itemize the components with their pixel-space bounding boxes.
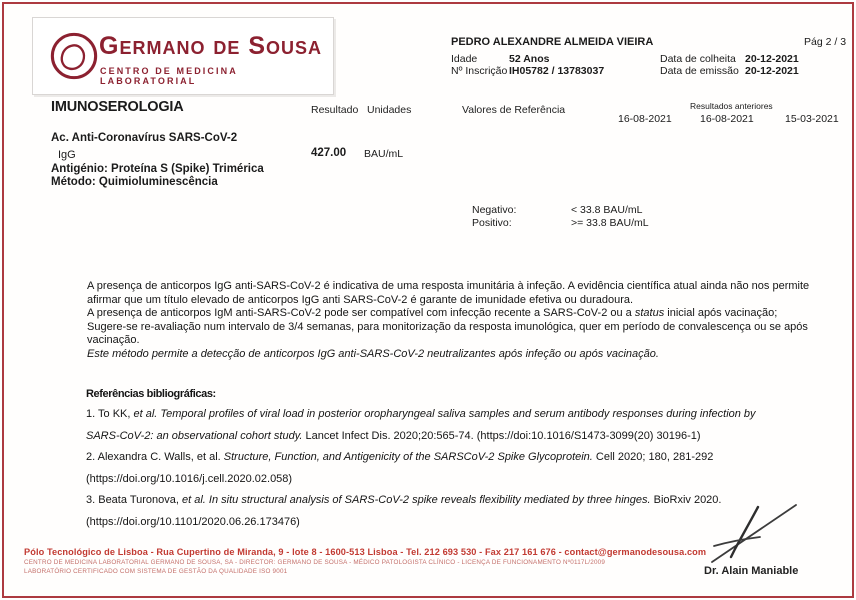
- column-valores-referencia: Valores de Referência: [462, 104, 566, 116]
- reference-authors: 2. Alexandra C. Walls, et al.: [86, 451, 224, 463]
- interpretation-text: A presença de anticorpos IgM anti-SARS-CoV-2 pode ser compatível com infecção recente a SARS-CoV-2 ou a: [87, 307, 635, 320]
- footer-address-line: Pólo Tecnológico de Lisboa - Rua Cupertino de Miranda, 9 - lote 8 - 1600-513 Lisboa - Tel. 212 693 530 - Fax 217 161 676 - contact@germanodesousa.com: [24, 547, 707, 557]
- reference-item: [86, 447, 790, 490]
- lab-subtitle: CENTRO DE MEDICINA LABORATORIAL: [100, 66, 238, 86]
- lab-report-page: [2, 2, 854, 598]
- doctor-signature-icon: [698, 502, 802, 566]
- column-resultados-anteriores: Resultados anteriores: [690, 101, 773, 111]
- interpretation-block: [87, 280, 815, 362]
- previous-date: 16-08-2021: [700, 113, 754, 125]
- references-title: Referências bibliográficas:: [86, 388, 216, 400]
- negativo-label: Negativo:: [472, 204, 517, 216]
- page-indicator: Pág 2 / 3: [804, 36, 847, 48]
- interpretation-paragraph: Sugere-se re-avaliação num intervalo de 3/4 semanas, para monitorização da resposta imunológica, quer em período de convalescença ou se após vacinação.: [87, 320, 808, 347]
- interpretation-italic-term: status: [634, 307, 665, 320]
- method-line: Método: Quimioluminescência: [51, 176, 218, 188]
- result-unit: BAU/mL: [364, 148, 404, 160]
- idade-value: 52 Anos: [509, 53, 550, 65]
- reference-title: Structure, Function, and Antigenicity of the SARSCoV-2 Spike Glycoprotein.: [223, 451, 593, 463]
- patient-name: PEDRO ALEXANDRE ALMEIDA VIEIRA: [451, 36, 654, 48]
- reference-title: et al. In situ structural analysis of SARS-CoV-2 spike reveals flexibility mediated by three hinges.: [182, 494, 651, 506]
- doctor-name: Dr. Alain Maniable: [704, 565, 799, 577]
- lab-logo: [32, 17, 334, 95]
- reference-source: Cell 2020; 180, 281-292 (https://doi.org/10.1016/j.cell.2020.02.058): [86, 451, 714, 485]
- reference-authors: 1. To KK,: [86, 408, 134, 420]
- negativo-value: < 33.8 BAU/mL: [571, 204, 643, 216]
- column-unidades: Unidades: [367, 104, 412, 116]
- colheita-label: Data de colheita: [660, 53, 736, 65]
- result-value: 427.00: [311, 147, 347, 159]
- analyte-label: IgG: [58, 149, 76, 161]
- reference-title: et al. Temporal profiles of viral load in posterior oropharyngeal saliva samples and serum antibody responses during infection by SARS-CoV-2: an observational cohort study.: [86, 408, 756, 442]
- positivo-value: >= 33.8 BAU/mL: [571, 217, 649, 229]
- interpretation-paragraph: [87, 307, 815, 321]
- lab-logo-icon: [49, 31, 99, 81]
- references-block: [86, 388, 790, 533]
- footer-director-line: CENTRO DE MEDICINA LABORATORIAL GERMANO DE SOUSA, SA - DIRECTOR: GERMANO DE SOUSA - MÉDICO PATOLOGISTA CLÍNICO - LICENÇA DE FUNCIONAMENTO Nº0117L/2009: [24, 559, 606, 566]
- colheita-value: 20-12-2021: [745, 53, 799, 65]
- previous-date: 15-03-2021: [785, 113, 839, 125]
- column-resultado: Resultado: [311, 104, 359, 116]
- reference-item: [86, 404, 790, 447]
- test-name: Ac. Anti-Coronavírus SARS-CoV-2: [51, 132, 238, 144]
- lab-name: Germano de Sousa: [99, 32, 323, 60]
- emissao-label: Data de emissão: [660, 65, 739, 77]
- section-title: IMUNOSEROLOGIA: [51, 99, 184, 115]
- antigen-line: Antigénio: Proteína S (Spike) Trimérica: [51, 163, 264, 175]
- interpretation-paragraph: A presença de anticorpos IgG anti-SARS-CoV-2 é indicativa de uma resposta imunitária à infeção. A evidência científica atual ainda não nos permite afirmar que um título elevado de anticorpos IgG anti SARS-CoV-2 é garante de imunidade efetiva ou duradoura.: [87, 280, 810, 306]
- reference-authors: 3. Beata Turonova,: [86, 494, 183, 506]
- interpretation-method-note: Este método permite a detecção de anticorpos IgG anti-SARS-CoV-2 neutralizantes após infeção ou após vacinação.: [87, 347, 659, 360]
- reference-source: BioRxiv 2020. (https://doi.org/10.1101/2020.06.26.173476): [86, 494, 722, 528]
- previous-date: 16-08-2021: [618, 113, 672, 125]
- interpretation-text: inicial após vacinação;: [664, 307, 778, 320]
- reference-item: [86, 490, 790, 533]
- inscricao-label: Nº Inscrição: [451, 65, 508, 77]
- idade-label: Idade: [451, 53, 478, 65]
- emissao-value: 20-12-2021: [745, 65, 799, 77]
- inscricao-value: IH05782 / 13783037: [509, 65, 605, 77]
- positivo-label: Positivo:: [472, 217, 512, 229]
- footer-certification-line: LABORATÓRIO CERTIFICADO COM SISTEMA DE GESTÃO DA QUALIDADE ISO 9001: [24, 568, 288, 575]
- reference-source: Lancet Infect Dis. 2020;20:565-74. (https://doi:10.1016/S1473-3099(20) 30196-1): [302, 429, 701, 442]
